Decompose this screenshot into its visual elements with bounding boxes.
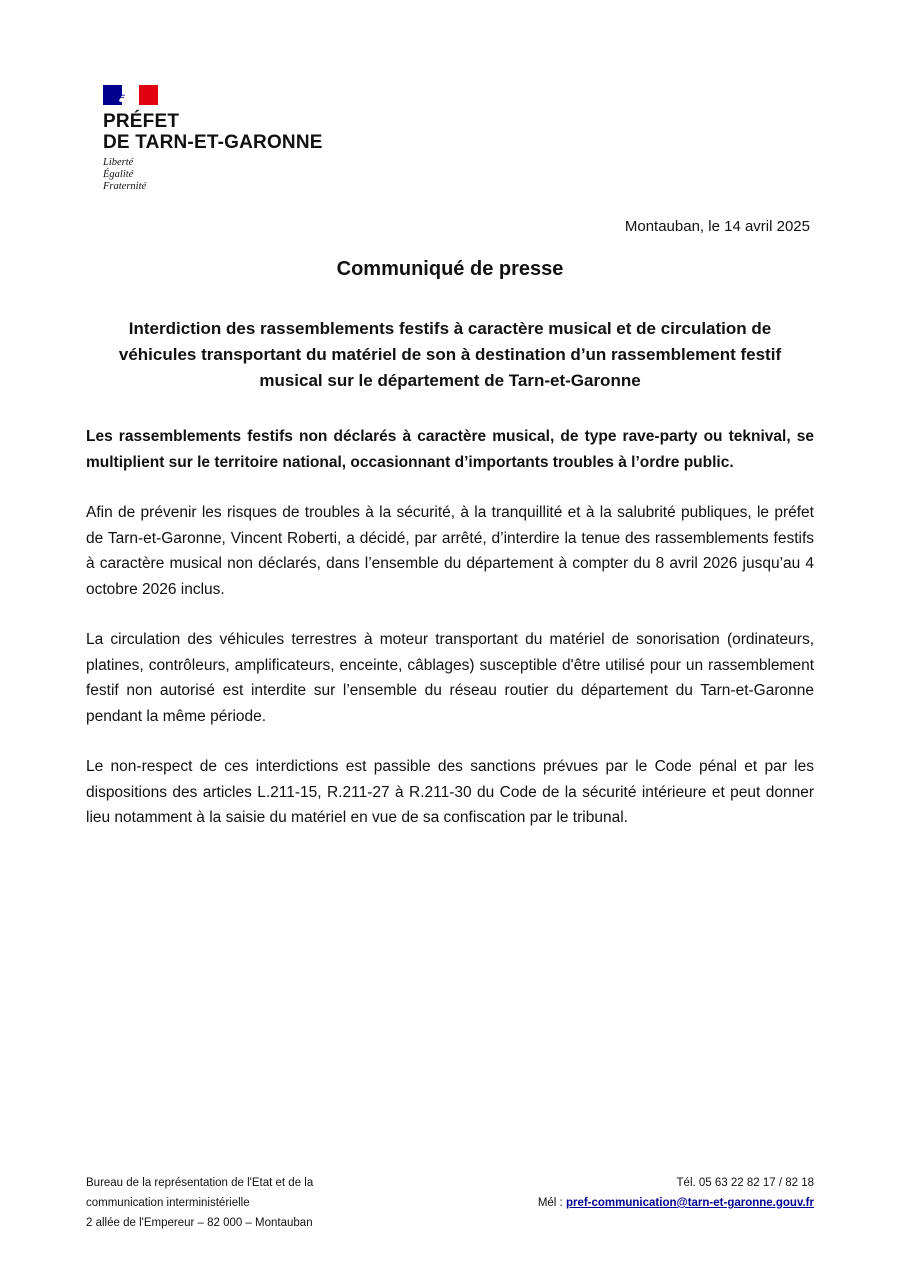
body-paragraph: Afin de prévenir les risques de troubles à la sécurité, à la tranquillité et à la salubrité publiques, le préfet de Tarn-et-Garonne, Vincent Roberti, a décidé, par arrêté, d’interdire la tenue des rassemblements festifs à caractère musical non déclarés, dans l’ensemble du département à compter du 8 avril 2026 jusqu’au 4 octobre 2026 inclus. bbox=[86, 504, 814, 598]
body-paragraph: La circulation des véhicules terrestres à moteur transportant du matériel de sonorisation (ordinateurs, platines, contrôleurs, amplificateurs, enceinte, câblages) susceptible d'être utilisé pour un rassemblement festif non autorisé est interdite sur l’ensemble du réseau routier du département du Tarn-et-Garonne pendant la même période. bbox=[86, 631, 814, 725]
footer-office-info bbox=[86, 1173, 313, 1233]
footer-office-line2: communication interministérielle bbox=[86, 1197, 250, 1209]
footer-email-line bbox=[538, 1193, 814, 1213]
marianne-flag-icon bbox=[103, 85, 158, 105]
press-release-subject: Interdiction des rassemblements festifs à caractère musical et de circulation de véhicules transportant du matériel de son à destination d’un rassemblement festif musical sur le département de Tarn-et-Garonne bbox=[118, 319, 782, 390]
motto-liberte: Liberté bbox=[103, 157, 134, 168]
lead-paragraph: Les rassemblements festifs non déclarés à caractère musical, de type rave-party ou teknival, se multiplient sur le territoire national, occasionnant d’importants troubles à l’ordre public. bbox=[86, 428, 814, 471]
body-paragraph: Le non-respect de ces interdictions est passible des sanctions prévues par le Code pénal et par les dispositions des articles L.211-15, R.211-27 à R.211-30 du Code de la sécurité intérieure et peut donner lieu notamment à la saisie du matériel en vue de sa confiscation par le tribunal. bbox=[86, 758, 814, 826]
footer-address: 2 allée de l'Empereur – 82 000 – Montauban bbox=[86, 1217, 313, 1229]
prefecture-name bbox=[103, 111, 323, 153]
prefecture-logo bbox=[103, 85, 323, 193]
prefecture-name-line2: DE TARN-ET-GARONNE bbox=[103, 132, 323, 153]
footer-office-line1: Bureau de la représentation de l'Etat et de la bbox=[86, 1177, 314, 1189]
footer-email-link[interactable]: pref-communication@tarn-et-garonne.gouv.fr bbox=[565, 1197, 814, 1209]
footer-contact bbox=[538, 1173, 814, 1213]
motto-fraternite: Fraternité bbox=[103, 181, 147, 192]
press-release-body bbox=[86, 424, 814, 856]
prefecture-name-line1: PRÉFET bbox=[103, 111, 180, 132]
document-title: Communiqué de presse bbox=[336, 258, 564, 280]
footer-phone: Tél. 05 63 22 82 17 / 82 18 bbox=[676, 1177, 814, 1189]
motto-egalite: Égalité bbox=[103, 169, 134, 180]
footer-email-label: Mél : bbox=[537, 1197, 566, 1209]
republic-motto bbox=[103, 157, 323, 193]
document-date: Montauban, le 14 avril 2025 bbox=[624, 218, 810, 235]
